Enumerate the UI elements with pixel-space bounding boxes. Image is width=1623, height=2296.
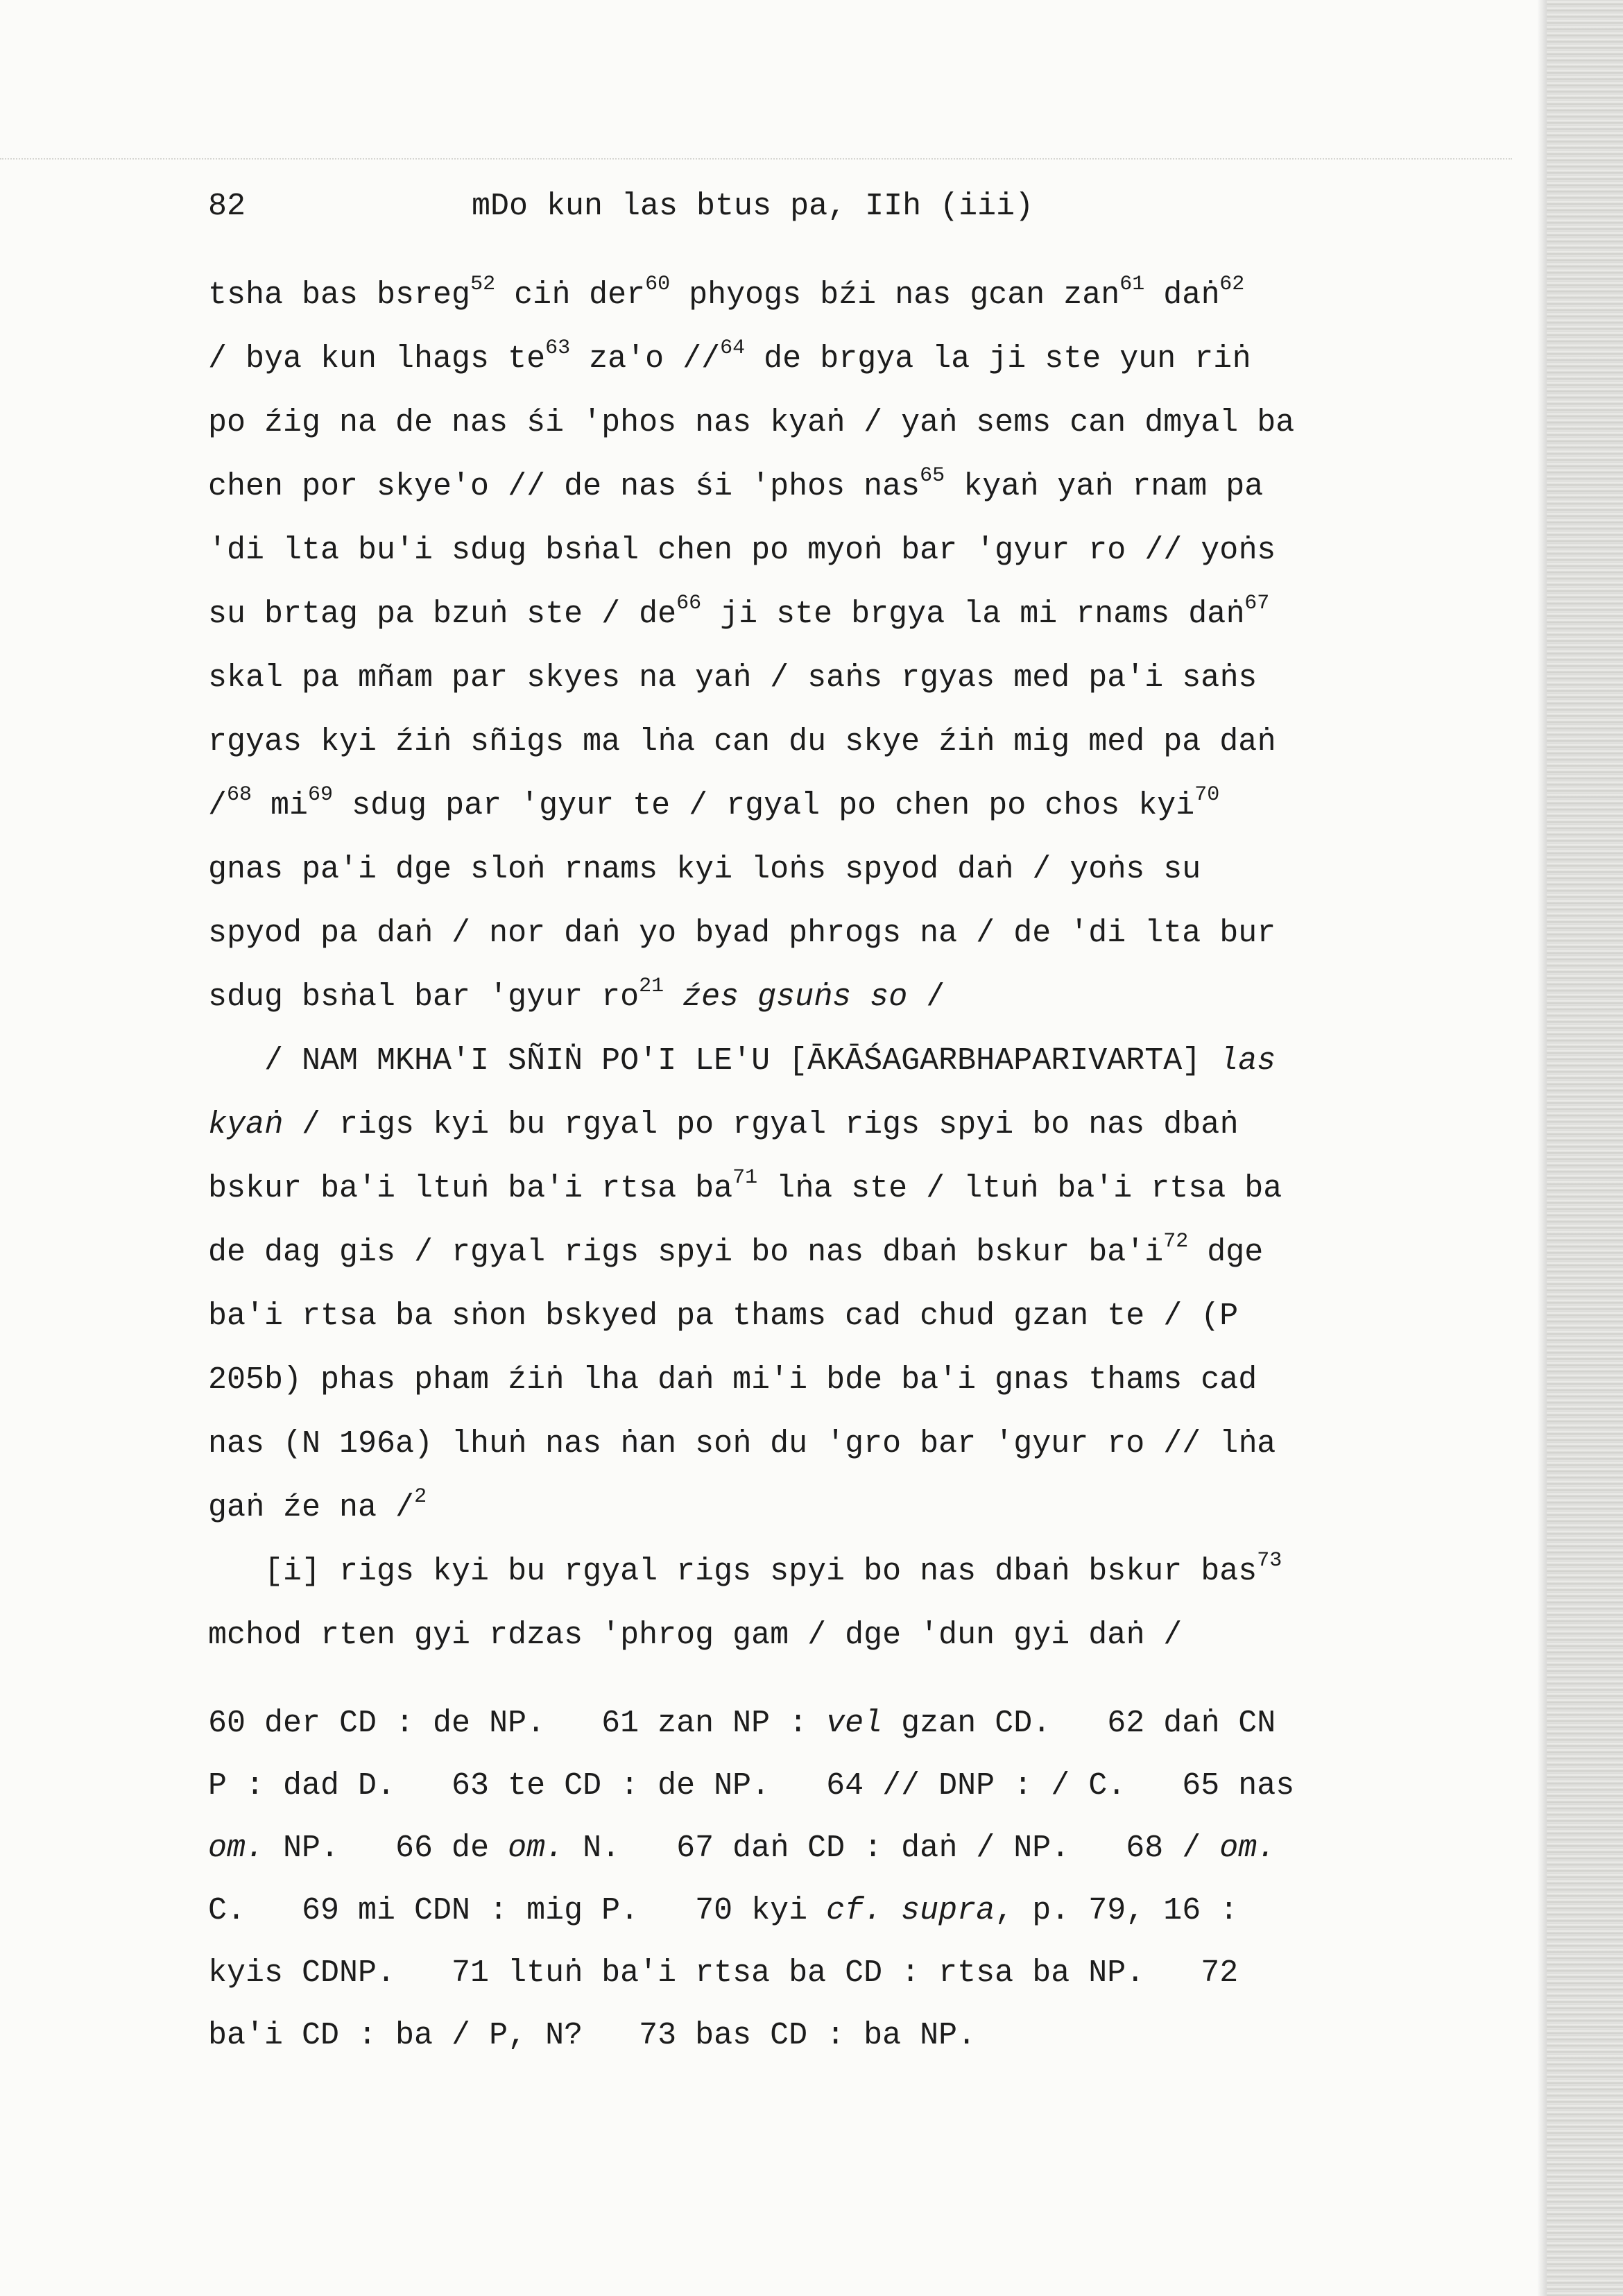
main-text xyxy=(208,264,1457,1668)
text-run: ba'i CD : ba / P, N? 73 bas CD : ba NP. xyxy=(208,2018,977,2053)
text-run: kyis CDNP. 71 ltuṅ ba'i rtsa ba CD : rtsa ba NP. 72 xyxy=(208,1955,1239,1991)
italic-text: vel xyxy=(826,1706,883,1741)
body-line xyxy=(208,966,1457,1029)
footnote-marker: 67 xyxy=(1244,592,1270,615)
text-run: [i] rigs kyi bu rgyal rigs spyi bo nas dbaṅ bskur bas xyxy=(208,1554,1257,1589)
page-number: 82 xyxy=(208,189,246,224)
text-run: ji ste brgya la mi rnams daṅ xyxy=(701,597,1245,632)
italic-text: las xyxy=(1219,1043,1276,1079)
text-run: mi xyxy=(252,788,309,823)
italic-text: źes gsuṅs so xyxy=(682,979,908,1015)
footnote-marker: 73 xyxy=(1257,1549,1282,1573)
footnote-marker: 64 xyxy=(720,336,746,360)
text-run: za'o // xyxy=(570,341,721,377)
text-run: / xyxy=(208,788,227,823)
body-line xyxy=(208,264,1457,327)
body-line xyxy=(208,327,1457,391)
footnote-line xyxy=(208,1693,1457,1755)
italic-text: cf. supra xyxy=(826,1893,995,1928)
body-line xyxy=(208,1285,1457,1348)
top-rule xyxy=(0,158,1512,160)
footnote-marker: 71 xyxy=(732,1166,758,1190)
text-run: rgyas kyi źiṅ sñigs ma lṅa can du skye źiṅ mig med pa daṅ xyxy=(208,724,1276,760)
text-run: / xyxy=(907,979,945,1015)
body-line xyxy=(208,1476,1457,1540)
body-line xyxy=(208,710,1457,774)
text-run: mchod rten gyi rdzas 'phrog gam / dge 'dun gyi daṅ / xyxy=(208,1618,1183,1653)
footnote-line xyxy=(208,2005,1457,2067)
text-run: gnas pa'i dge sloṅ rnams kyi loṅs spyod daṅ / yoṅs su xyxy=(208,852,1201,887)
text-run: / NAM MKHA'I SÑIṄ PO'I LE'U [ĀKĀŚAGARBHAPARIVARTA] xyxy=(208,1043,1220,1079)
footnote-marker: 60 xyxy=(645,273,671,296)
text-run: 205b) phas pham źiṅ lha daṅ mi'i bde ba'i gnas thams cad xyxy=(208,1362,1257,1398)
text-run: 60 der CD : de NP. 61 zan NP : xyxy=(208,1706,827,1741)
text-run: po źig na de nas śi 'phos nas kyaṅ / yaṅ sems can dmyal ba xyxy=(208,405,1295,440)
footnote-marker: 66 xyxy=(676,592,702,615)
footnote-marker: 21 xyxy=(639,975,664,998)
body-line xyxy=(208,774,1457,838)
body-line xyxy=(208,1093,1457,1157)
body-line xyxy=(208,1604,1457,1668)
text-run: NP. 66 de xyxy=(264,1831,508,1866)
body-line xyxy=(208,1029,1457,1093)
body-line xyxy=(208,902,1457,966)
footnote-line xyxy=(208,1755,1457,1817)
text-run: daṅ xyxy=(1144,277,1220,313)
text-run: spyod pa daṅ / nor daṅ yo byad phrogs na / de 'di lta bur xyxy=(208,916,1276,951)
text-run: de dag gis / rgyal rigs spyi bo nas dbaṅ bskur ba'i xyxy=(208,1235,1164,1270)
footnote-marker: 68 xyxy=(227,783,252,807)
text-run: nas (N 196a) lhuṅ nas ṅan soṅ du 'gro bar 'gyur ro // lṅa xyxy=(208,1426,1276,1462)
body-line xyxy=(208,1348,1457,1412)
italic-text: om. xyxy=(208,1831,265,1866)
text-run: ba'i rtsa ba sṅon bskyed pa thams cad chud gzan te / (P xyxy=(208,1299,1239,1334)
body-line xyxy=(208,1221,1457,1285)
body-line xyxy=(208,646,1457,710)
running-title: mDo kun las btus pa, IIh (iii) xyxy=(472,189,1034,224)
text-run: de brgya la ji ste yun riṅ xyxy=(745,341,1251,377)
body-line xyxy=(208,583,1457,646)
text-run: bskur ba'i ltuṅ ba'i rtsa ba xyxy=(208,1171,733,1206)
body-line xyxy=(208,1540,1457,1604)
body-line xyxy=(208,1412,1457,1476)
italic-text: kyaṅ xyxy=(208,1107,284,1142)
body-line xyxy=(208,455,1457,519)
text-run: phyogs bźi nas gcan zan xyxy=(670,277,1120,313)
text-run: su brtag pa bzuṅ ste / de xyxy=(208,597,677,632)
footnote-marker: 70 xyxy=(1194,783,1220,807)
text-run: P : dad D. 63 te CD : de NP. 64 // DNP : / C. 65 nas xyxy=(208,1768,1295,1804)
footnote-marker: 61 xyxy=(1119,273,1145,296)
body-line xyxy=(208,391,1457,455)
footnote-marker: 72 xyxy=(1163,1230,1189,1253)
text-run: chen por skye'o // de nas śi 'phos nas xyxy=(208,469,920,504)
italic-text: om. xyxy=(508,1831,565,1866)
text-run: dge xyxy=(1188,1235,1264,1270)
body-line xyxy=(208,519,1457,583)
scan-edge xyxy=(1547,0,1623,2296)
text-run xyxy=(664,979,682,1015)
body-line xyxy=(208,1157,1457,1221)
text-run: / bya kun lhags te xyxy=(208,341,546,377)
footnote-marker: 69 xyxy=(308,783,334,807)
text-run: ciṅ der xyxy=(495,277,646,313)
body-line xyxy=(208,838,1457,902)
text-run: lṅa ste / ltuṅ ba'i rtsa ba xyxy=(757,1171,1282,1206)
text-run: , p. 79, 16 : xyxy=(995,1893,1239,1928)
text-run: skal pa mñam par skyes na yaṅ / saṅs rgyas med pa'i saṅs xyxy=(208,660,1257,696)
italic-text: om. xyxy=(1219,1831,1276,1866)
text-run: gaṅ źe na / xyxy=(208,1490,415,1525)
footnote-line xyxy=(208,1880,1457,1942)
text-run: tsha bas bsreg xyxy=(208,277,471,313)
footnote-marker: 65 xyxy=(920,464,945,488)
footnote-line xyxy=(208,1942,1457,2005)
text-run: sdug bsṅal bar 'gyur ro xyxy=(208,979,639,1015)
text-run: 'di lta bu'i sdug bsṅal chen po myoṅ bar 'gyur ro // yoṅs xyxy=(208,533,1276,568)
footnote-marker: 63 xyxy=(545,336,571,360)
text-run: sdug par 'gyur te / rgyal po chen po chos kyi xyxy=(333,788,1195,823)
footnote-marker: 62 xyxy=(1219,273,1245,296)
text-run: / rigs kyi bu rgyal po rgyal rigs spyi bo nas dbaṅ xyxy=(283,1107,1239,1142)
footnote-marker: 52 xyxy=(470,273,496,296)
footnote-marker: 2 xyxy=(414,1485,427,1509)
text-run: C. 69 mi CDN : mig P. 70 kyi xyxy=(208,1893,827,1928)
text-run: gzan CD. 62 daṅ CN xyxy=(882,1706,1276,1741)
footnotes xyxy=(208,1693,1457,2067)
footnote-line xyxy=(208,1817,1457,1880)
text-run: kyaṅ yaṅ rnam pa xyxy=(945,469,1264,504)
text-run: N. 67 daṅ CD : daṅ / NP. 68 / xyxy=(564,1831,1220,1866)
